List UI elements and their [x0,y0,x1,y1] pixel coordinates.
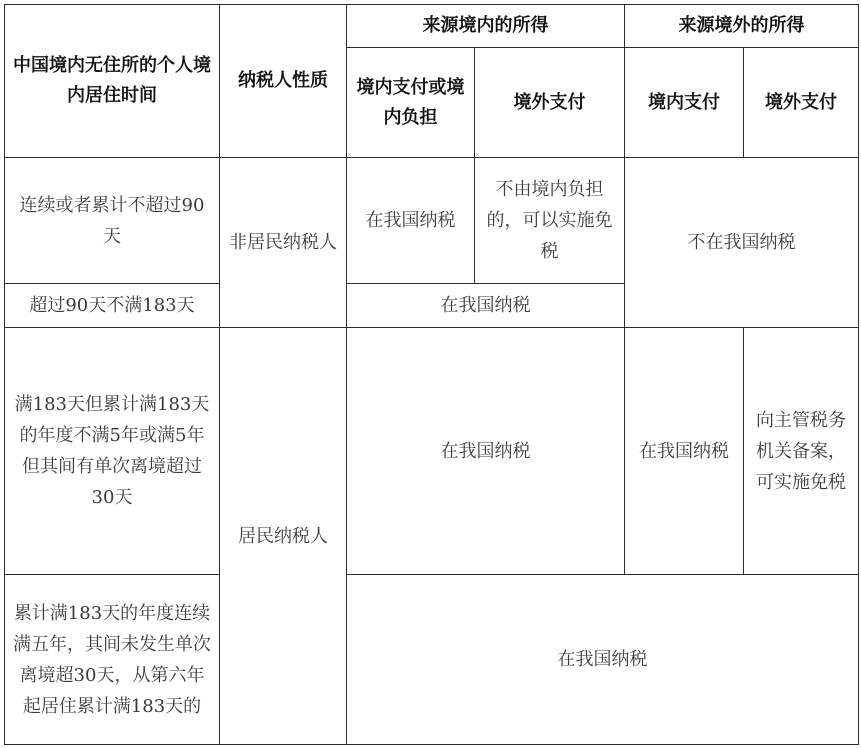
tax-residency-table [4,4,859,745]
header-foreign-paid-abroad: 境外支付 [744,48,859,158]
r3-foreign-paid-in-china: 在我国纳税 [625,328,744,575]
header-domestic-paid-abroad: 境外支付 [475,48,625,158]
period-90-to-183-days: 超过90天不满183天 [5,284,220,328]
period-up-to-90-days: 连续或者累计不超过90天 [5,158,220,284]
header-foreign-source-income: 来源境外的所得 [625,5,859,48]
r4-all-income: 在我国纳税 [347,575,859,745]
r1-domestic-paid-in-china: 在我国纳税 [347,158,475,284]
header-residence-period: 中国境内无住所的个人境内居住时间 [5,5,220,158]
r1-domestic-paid-abroad: 不由境内负担的，可以实施免税 [475,158,625,284]
period-5-years-and-over: 累计满183天的年度连续满五年，其间未发生单次离境超30天，从第六年起居住累计满183天的 [5,575,220,745]
header-domestic-source-income: 来源境内的所得 [347,5,625,48]
r3-domestic-income: 在我国纳税 [347,328,625,575]
r3-foreign-paid-abroad: 向主管税务机关备案，可实施免税 [744,328,859,575]
period-183-days-under-5-years: 满183天但累计满183天的年度不满5年或满5年但其间有单次离境超过30天 [5,328,220,575]
resident-taxpayer: 居民纳税人 [220,328,347,745]
nonresident-taxpayer: 非居民纳税人 [220,158,347,328]
header-taxpayer-type: 纳税人性质 [220,5,347,158]
nonresident-foreign-income: 不在我国纳税 [625,158,859,328]
header-domestic-paid-in-china: 境内支付或境内负担 [347,48,475,158]
header-foreign-paid-in-china: 境内支付 [625,48,744,158]
r2-domestic-income: 在我国纳税 [347,284,625,328]
